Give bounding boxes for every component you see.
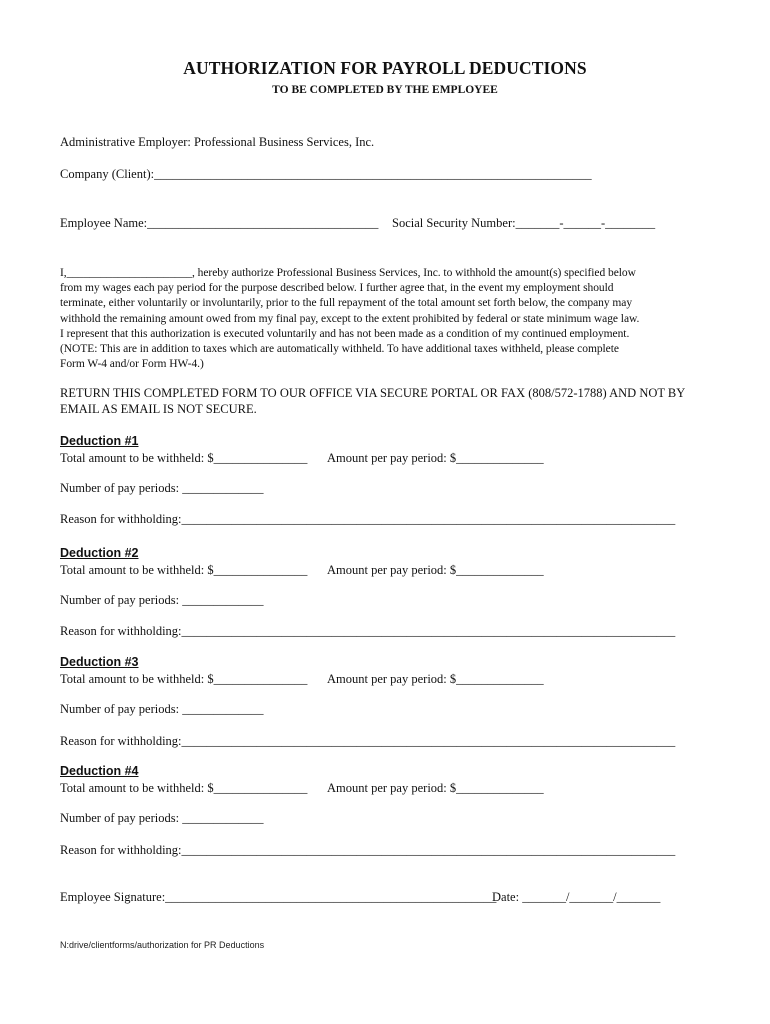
authorization-line: from my wages each pay period for the purpose described below. I further agree that, in the event my employment should (60, 282, 614, 295)
date-field[interactable]: Date: _______/_______/_______ (492, 890, 661, 904)
employee-signature-field[interactable]: Employee Signature:_____________________________________________________ (60, 890, 497, 904)
amount-per-period-field[interactable]: Amount per pay period: $______________ (327, 451, 544, 465)
authorization-paragraph (60, 266, 710, 372)
total-amount-field[interactable]: Total amount to be withheld: $_______________ (60, 563, 308, 577)
reason-field[interactable]: Reason for withholding:_______________________________________________________________________________ (60, 512, 676, 526)
deduction-heading: Deduction #1 (60, 434, 139, 448)
authorization-line: Form W-4 and/or Form HW-4.) (60, 358, 204, 371)
pay-periods-field[interactable]: Number of pay periods: _____________ (60, 811, 264, 825)
pay-periods-field[interactable]: Number of pay periods: _____________ (60, 593, 264, 607)
deduction-heading: Deduction #4 (60, 764, 139, 778)
return-notice-line: EMAIL AS EMAIL IS NOT SECURE. (60, 401, 257, 416)
page-title: AUTHORIZATION FOR PAYROLL DEDUCTIONS (183, 58, 587, 78)
total-amount-field[interactable]: Total amount to be withheld: $_______________ (60, 672, 308, 686)
return-notice-line: RETURN THIS COMPLETED FORM TO OUR OFFICE VIA SECURE PORTAL OR FAX (808/572-1788) AND NOT BY (60, 386, 686, 400)
company-field[interactable]: Company (Client):______________________________________________________________________ (60, 167, 592, 181)
page-subtitle: TO BE COMPLETED BY THE EMPLOYEE (272, 84, 498, 96)
amount-per-period-field[interactable]: Amount per pay period: $______________ (327, 672, 544, 686)
amount-per-period-field[interactable]: Amount per pay period: $______________ (327, 781, 544, 795)
authorization-line: I represent that this authorization is executed voluntarily and has not been made as a condition of my continued employment. (60, 327, 630, 340)
pay-periods-field[interactable]: Number of pay periods: _____________ (60, 702, 264, 716)
return-notice (60, 386, 710, 417)
reason-field[interactable]: Reason for withholding:_______________________________________________________________________________ (60, 843, 676, 857)
authorization-line: withhold the remaining amount owed from my final pay, except to the extent prohibited by federal or state minimum wage law. (60, 312, 640, 325)
total-amount-field[interactable]: Total amount to be withheld: $_______________ (60, 781, 308, 795)
employer-line: Administrative Employer: Professional Business Services, Inc. (60, 135, 375, 149)
reason-field[interactable]: Reason for withholding:_______________________________________________________________________________ (60, 624, 676, 638)
total-amount-field[interactable]: Total amount to be withheld: $_______________ (60, 451, 308, 465)
amount-per-period-field[interactable]: Amount per pay period: $______________ (327, 563, 544, 577)
authorization-line[interactable]: I,______________________, hereby authorize Professional Business Services, Inc. to withhold the amount(s) specified below (60, 267, 636, 279)
deduction-heading: Deduction #3 (60, 655, 139, 669)
authorization-line: terminate, either voluntarily or involuntarily, prior to the full repayment of the total amount set forth below, the company may (60, 297, 633, 310)
deduction-heading: Deduction #2 (60, 546, 139, 560)
employee-name-field[interactable]: Employee Name:_____________________________________ (60, 216, 379, 230)
authorization-line: (NOTE: This are in addition to taxes which are automatically withheld. To have additional taxes withheld, please complete (60, 343, 619, 356)
footer-file-path: N:drive/clientforms/authorization for PR Deductions (60, 940, 265, 950)
ssn-field[interactable]: Social Security Number:_______-______-________ (392, 216, 656, 230)
reason-field[interactable]: Reason for withholding:_______________________________________________________________________________ (60, 734, 676, 748)
pay-periods-field[interactable]: Number of pay periods: _____________ (60, 481, 264, 495)
